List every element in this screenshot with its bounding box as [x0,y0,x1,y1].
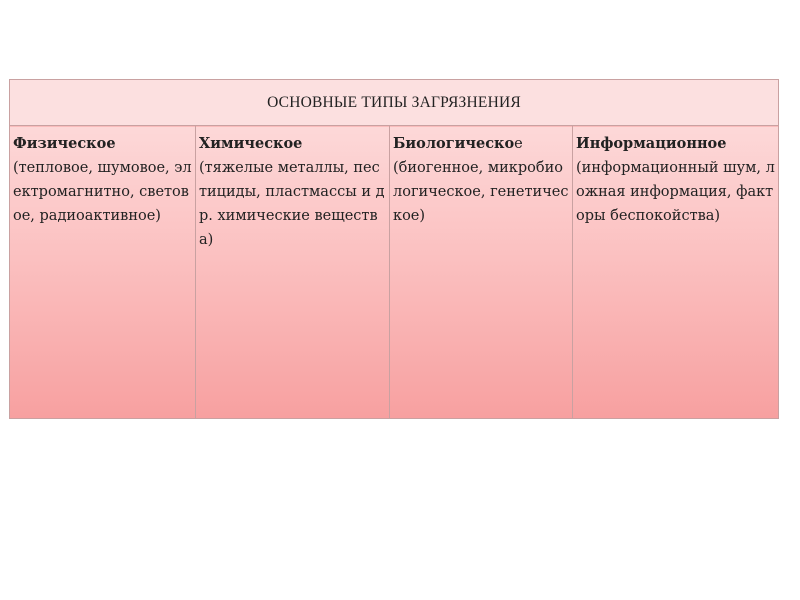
table-body-row [10,126,779,419]
pollution-types-table [9,79,779,419]
cell-informational [573,126,779,419]
type-name-informational: Информационное [576,135,727,152]
type-detail-physical: (тепловое, шумовое, электромагнитно, световое, радиоактивное) [13,160,192,224]
cell-biological [390,126,573,419]
type-detail-chemical: (тяжелые металлы, пестициды, пластмассы и др. химические вещества) [199,160,385,248]
type-name-biological-rest: е [514,136,523,152]
type-name-chemical: Химическое [199,135,303,152]
type-name-biological: Биологическо [393,135,515,152]
table-header-row [10,80,779,126]
cell-chemical [196,126,390,419]
type-detail-biological: (биогенное, микробиологическое, генетическое) [393,160,569,224]
cell-physical [10,126,196,419]
table-title: ОСНОВНЫЕ ТИПЫ ЗАГРЯЗНЕНИЯ [10,80,779,126]
type-detail-informational: (информационный шум, ложная информация, факторы беспокойства) [576,160,775,224]
type-name-physical: Физическое [13,135,116,152]
